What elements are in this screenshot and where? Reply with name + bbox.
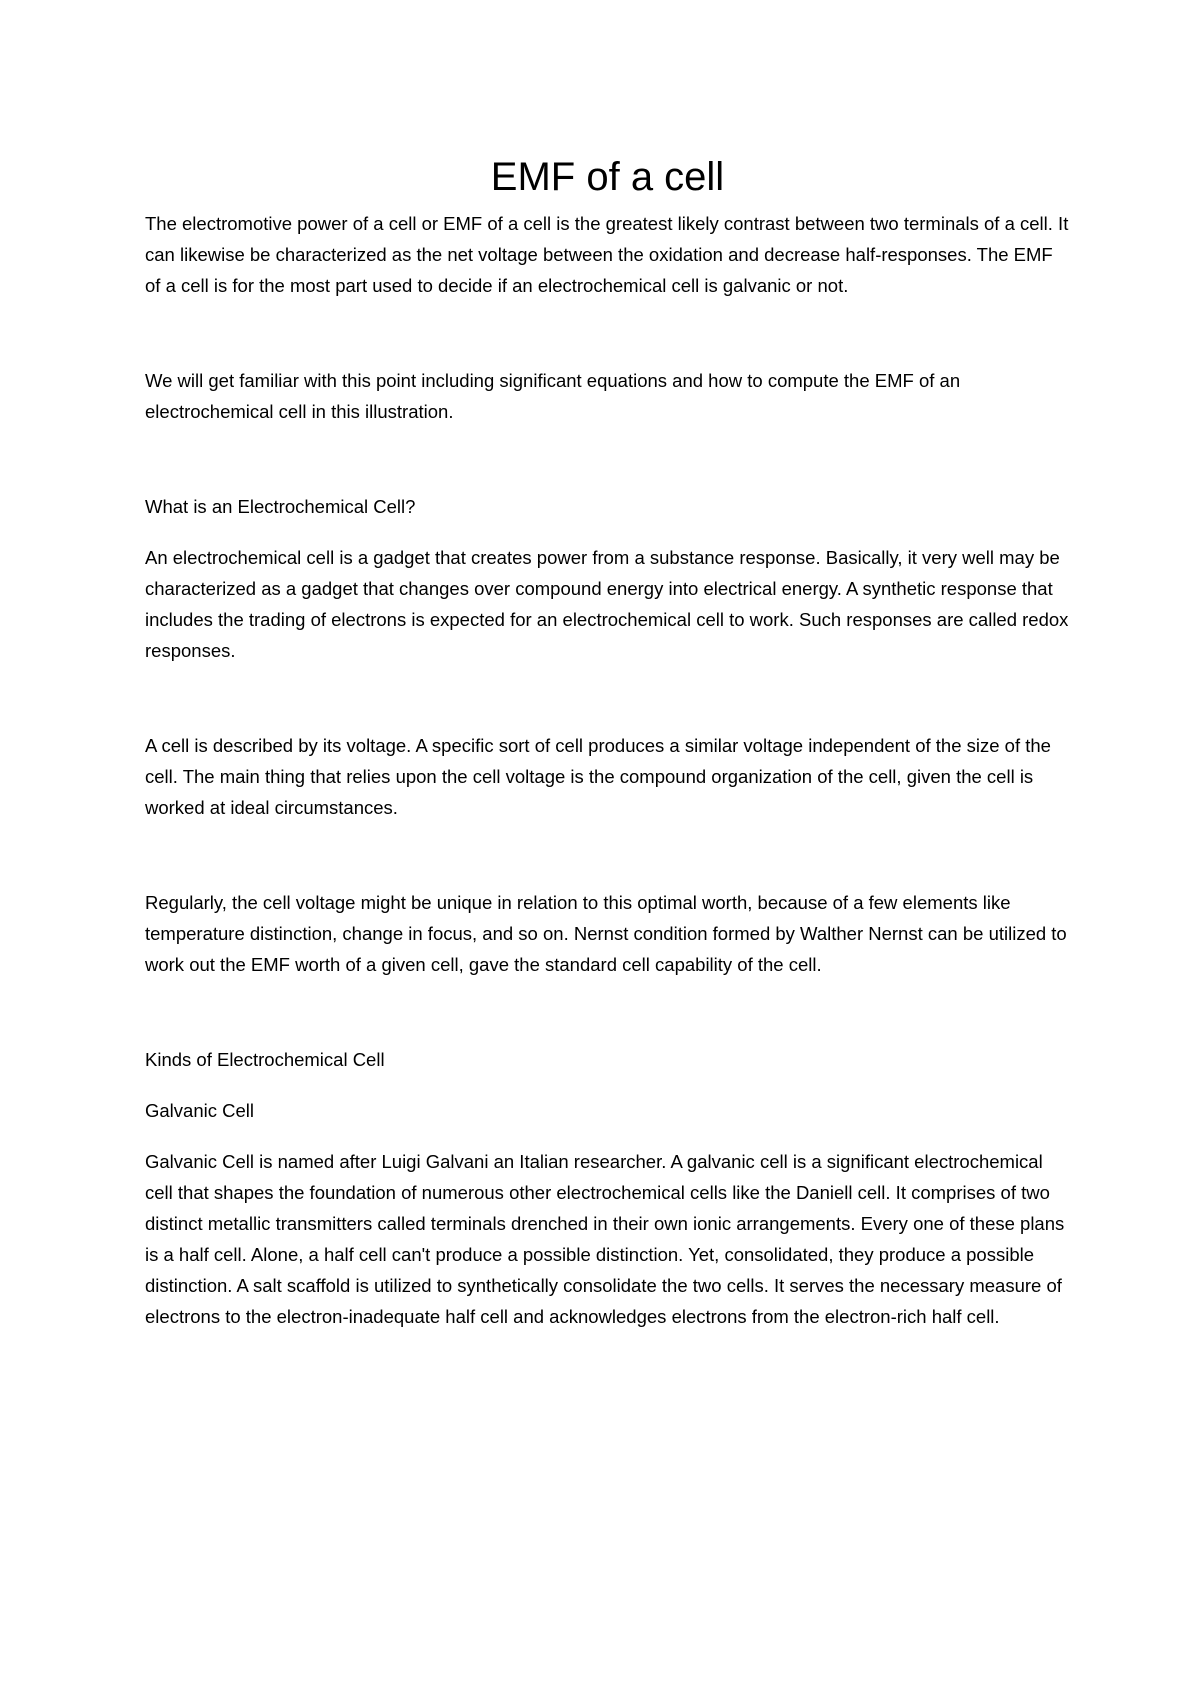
- paragraph-cell-voltage: A cell is described by its voltage. A specific sort of cell produces a similar voltage independent of the size of the cell. The main thing that relies upon the cell voltage is the compound organization of the cell, given the cell is worked at ideal circumstances.: [145, 735, 1051, 818]
- heading-kinds-of-cell: Kinds of Electrochemical Cell: [145, 1049, 385, 1070]
- paragraph-intro: We will get familiar with this point including significant equations and how to compute the EMF of an electrochemical cell in this illustration.: [145, 370, 961, 422]
- document-title: EMF of a cell: [490, 155, 725, 199]
- heading-galvanic-cell: Galvanic Cell: [145, 1100, 254, 1121]
- paragraph-galvanic-cell: Galvanic Cell is named after Luigi Galvani an Italian researcher. A galvanic cell is a significant electrochemical cell that shapes the foundation of numerous other electrochemical cells like the Daniell cell. It comprises of two distinct metallic transmitters called terminals drenched in their own ionic arrangements. Every one of these plans is a half cell. Alone, a half cell can't produce a possible distinction. Yet, consolidated, they produce a possible distinction. A salt scaffold is utilized to synthetically consolidate the two cells. It serves the necessary measure of electrons to the electron-inadequate half cell and acknowledges electrons from the electron-rich half cell.: [145, 1151, 1065, 1327]
- paragraph-emf-definition: The electromotive power of a cell or EMF of a cell is the greatest likely contrast between two terminals of a cell. It can likewise be characterized as the net voltage between the oxidation and decrease half-responses. The EMF of a cell is for the most part used to decide if an electrochemical cell is galvanic or not.: [145, 213, 1069, 296]
- document-body: [145, 150, 1070, 1332]
- paragraph-electrochemical-cell: An electrochemical cell is a gadget that creates power from a substance response. Basically, it very well may be characterized as a gadget that changes over compound energy into electrical energy. A synthetic response that includes the trading of electrons is expected for an electrochemical cell to work. Such responses are called redox responses.: [145, 547, 1069, 661]
- paragraph-nernst: Regularly, the cell voltage might be unique in relation to this optimal worth, because of a few elements like temperature distinction, change in focus, and so on. Nernst condition formed by Walther Nernst can be utilized to work out the EMF worth of a given cell, gave the standard cell capability of the cell.: [145, 892, 1067, 975]
- heading-electrochemical-cell: What is an Electrochemical Cell?: [145, 496, 416, 517]
